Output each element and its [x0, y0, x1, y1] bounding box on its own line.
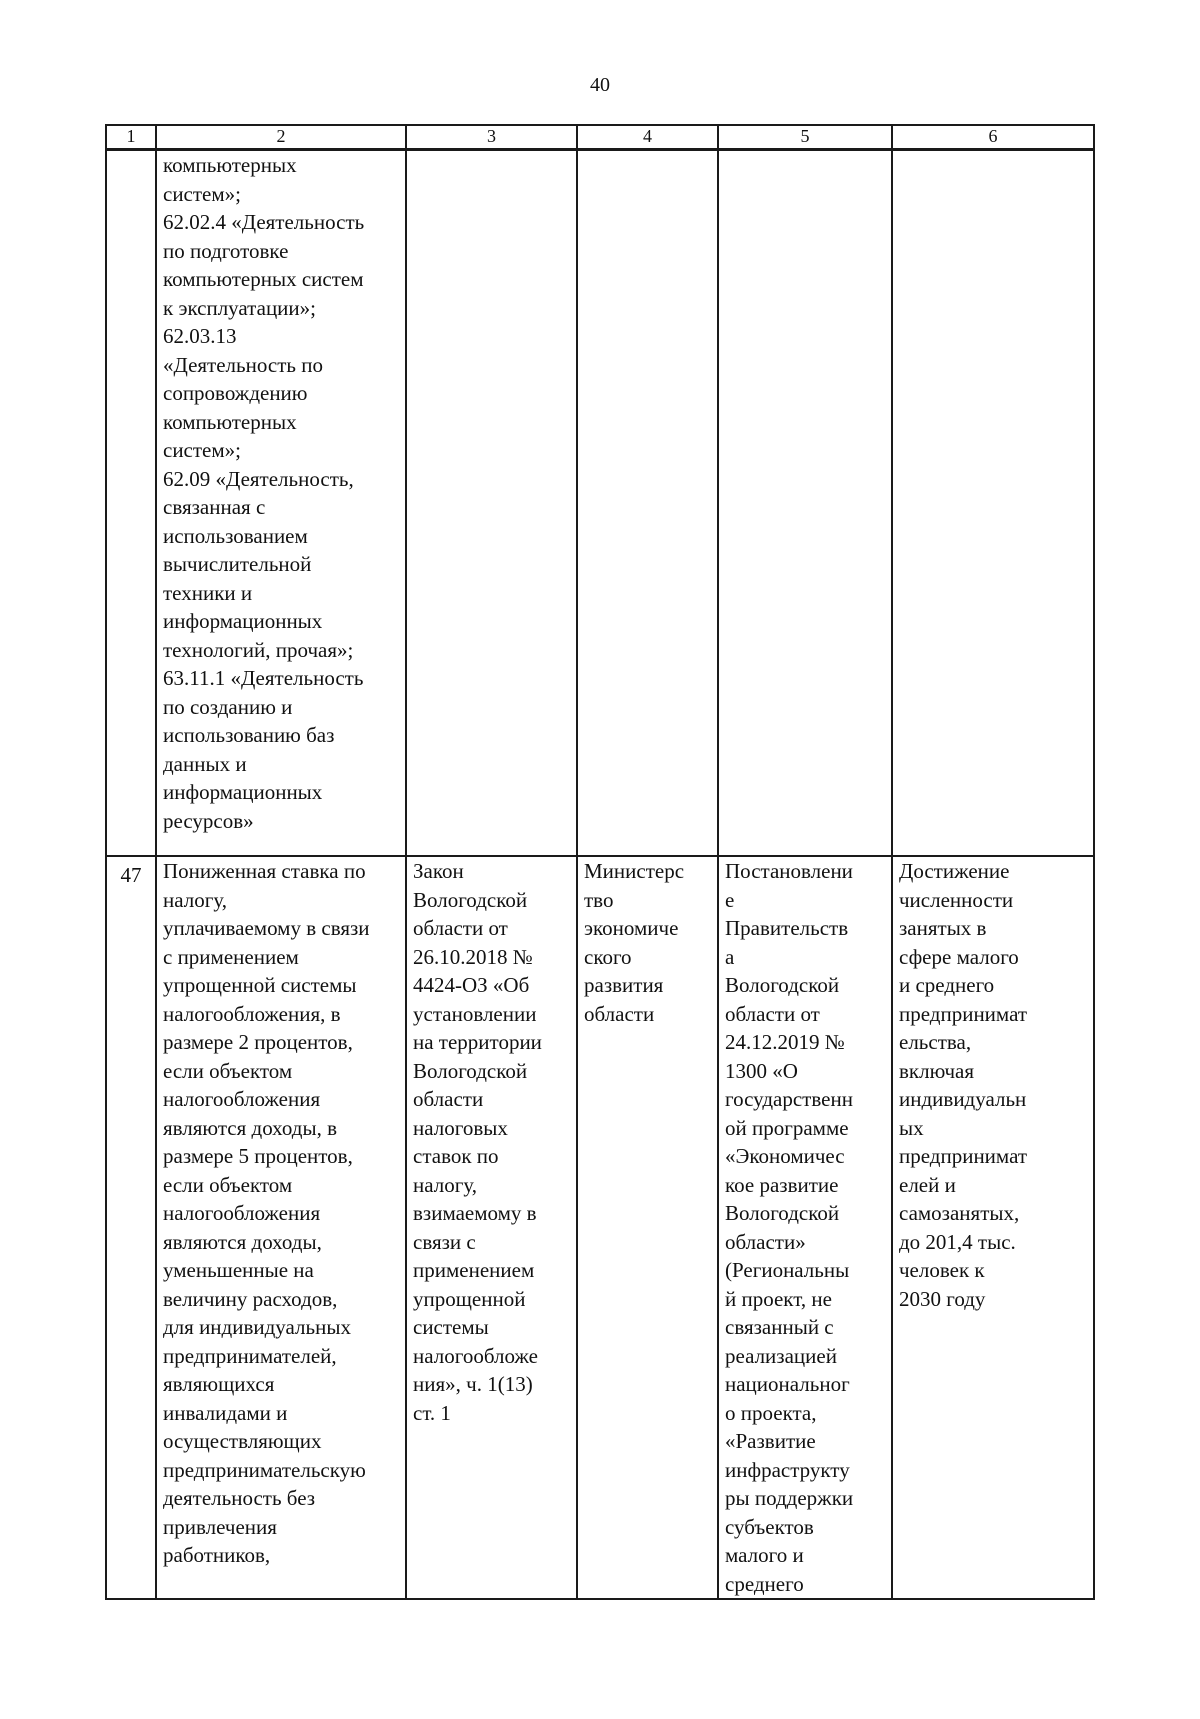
column-header: 5 [718, 125, 892, 150]
column-header: 1 [106, 125, 156, 150]
responsible-body-cell [577, 150, 718, 857]
description-cell: Пониженная ставка по налогу, уплачиваемому в связи с применением упрощенной системы налогообложения, в размере 2 процентов, если объектом налогообложения являются доходы, в размере 5 процентов, если объектом налогообложения являются доходы, уменьшенные на величину расходов, для индивидуальных предпринимателей, являющихся инвалидами и осуществляющих предпринимательскую деятельность без привлечения работников, [156, 856, 406, 1599]
description-cell: компьютерных систем»; 62.02.4 «Деятельность по подготовке компьютерных систем к эксплуатации»; 62.03.13 «Деятельность по сопровождению компьютерных систем»; 62.09 «Деятельность, связанная с использованием вычислительной техники и информационных технологий, прочая»; 63.11.1 «Деятельность по созданию и использованию баз данных и информационных ресурсов» [156, 150, 406, 857]
goal-cell [892, 150, 1094, 857]
program-cell [718, 150, 892, 857]
legal-basis-cell [406, 150, 577, 857]
table-row [106, 150, 1094, 857]
column-header: 4 [577, 125, 718, 150]
program-cell: Постановлени е Правительств а Вологодской области от 24.12.2019 № 1300 «О государственн ой программе «Экономичес кое развитие Вологодской области» (Региональны й проект, не связанный с реализацией национальног о проекта, «Развитие инфраструкту ры поддержки субъектов малого и среднего [718, 856, 892, 1599]
row-number-cell: 47 [106, 856, 156, 1599]
document-table [105, 124, 1095, 1600]
column-header: 6 [892, 125, 1094, 150]
responsible-body-cell: Министерс тво экономиче ского развития области [577, 856, 718, 1599]
legal-basis-cell: Закон Вологодской области от 26.10.2018 № 4424-ОЗ «Об установлении на территории Вологодской области налоговых ставок по налогу, взимаемому в связи с применением упрощенной системы налогообложе ния», ч. 1(13) ст. 1 [406, 856, 577, 1599]
goal-cell: Достижение численности занятых в сфере малого и среднего предпринимат ельства, включая индивидуальн ых предпринимат елей и самозанятых, до 201,4 тыс. человек к 2030 году [892, 856, 1094, 1599]
column-header: 3 [406, 125, 577, 150]
table-header-row [106, 125, 1094, 150]
page-number: 40 [590, 74, 610, 96]
row-number-cell [106, 150, 156, 857]
table-row [106, 856, 1094, 1599]
column-header: 2 [156, 125, 406, 150]
